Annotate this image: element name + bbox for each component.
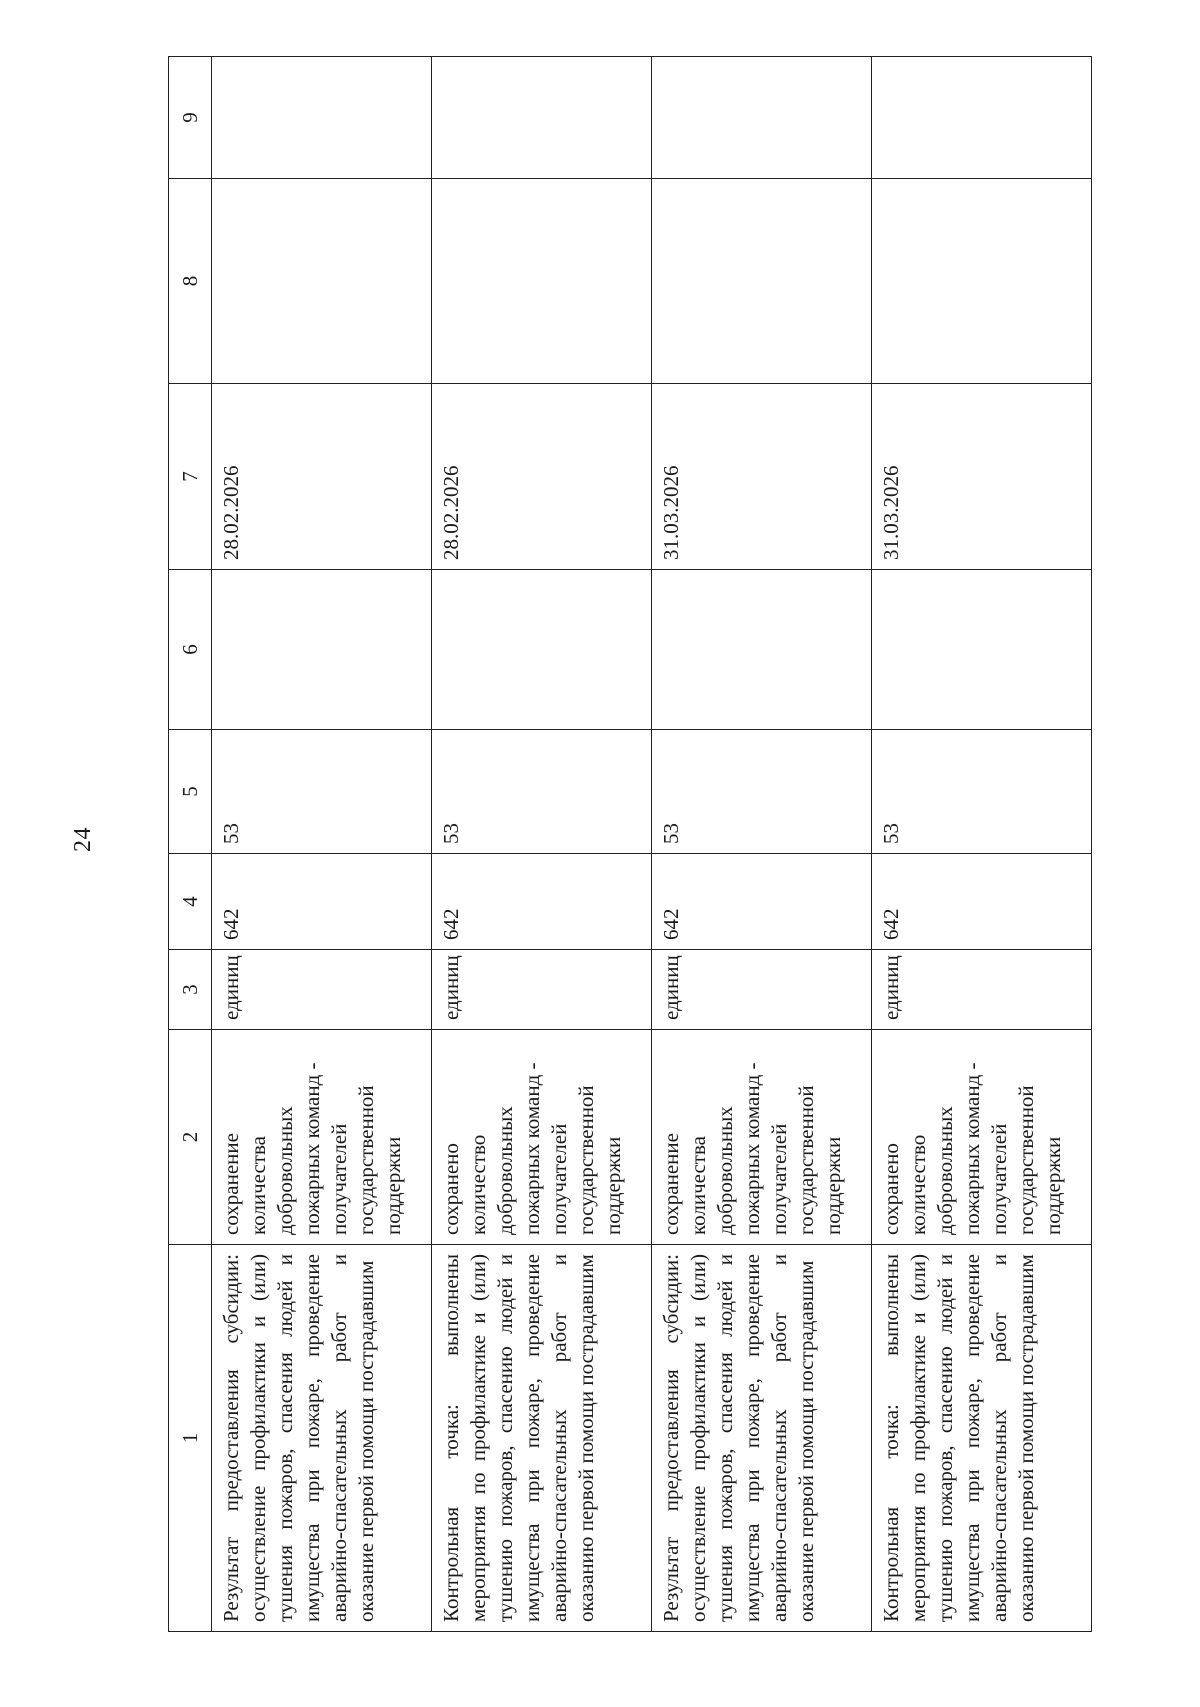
empty-cell	[432, 179, 652, 384]
unit-cell: единиц	[212, 950, 432, 1030]
column-header: 9	[169, 57, 212, 179]
result-description-cell: Результат предоставления субсидии: осуществление профилактики и (или) тушения пожаров, спасения людей и имущества при пожаре, проведение аварийно-спасательных работ и оказание первой помощи пострадавшим	[212, 1245, 432, 1632]
empty-cell	[872, 570, 1092, 730]
unit-cell: единиц	[432, 950, 652, 1030]
column-header: 4	[169, 854, 212, 950]
empty-cell	[652, 57, 872, 179]
value-cell: 53	[432, 730, 652, 854]
column-header: 8	[169, 179, 212, 384]
date-cell: 31.03.2026	[652, 384, 872, 570]
page-number: 24	[70, 827, 96, 852]
date-cell: 28.02.2026	[212, 384, 432, 570]
empty-cell	[432, 57, 652, 179]
rotated-table-frame	[168, 57, 1092, 1632]
indicator-cell: сохранение количества добровольных пожарных команд - получателей государственной поддержки	[652, 1030, 872, 1245]
empty-cell	[432, 570, 652, 730]
table-row	[432, 57, 652, 1632]
empty-cell	[212, 57, 432, 179]
column-header: 7	[169, 384, 212, 570]
empty-cell	[212, 570, 432, 730]
results-table	[168, 56, 1092, 1632]
table-row	[872, 57, 1092, 1632]
date-cell: 31.03.2026	[872, 384, 1092, 570]
column-header: 2	[169, 1030, 212, 1245]
column-header: 3	[169, 950, 212, 1030]
value-cell: 53	[872, 730, 1092, 854]
table-row	[212, 57, 432, 1632]
indicator-cell: сохранено количество добровольных пожарных команд - получателей государственной поддержки	[872, 1030, 1092, 1245]
value-cell: 53	[652, 730, 872, 854]
empty-cell	[212, 179, 432, 384]
unit-code-cell: 642	[872, 854, 1092, 950]
unit-cell: единиц	[872, 950, 1092, 1030]
indicator-cell: сохранено количество добровольных пожарных команд - получателей государственной поддержки	[432, 1030, 652, 1245]
value-cell: 53	[212, 730, 432, 854]
rotated-table-container	[168, 57, 1092, 1632]
table-row	[652, 57, 872, 1632]
result-description-cell: Контрольная точка: выполнены мероприятия по профилактике и (или) тушению пожаров, спасению людей и имущества при пожаре, проведение аварийно-спасательных работ и оказанию первой помощи пострадавшим	[432, 1245, 652, 1632]
column-header: 6	[169, 570, 212, 730]
unit-code-cell: 642	[212, 854, 432, 950]
header-row	[169, 57, 212, 1632]
result-description-cell: Контрольная точка: выполнены мероприятия по профилактике и (или) тушению пожаров, спасению людей и имущества при пожаре, проведение аварийно-спасательных работ и оказанию первой помощи пострадавшим	[872, 1245, 1092, 1632]
date-cell: 28.02.2026	[432, 384, 652, 570]
empty-cell	[652, 570, 872, 730]
unit-cell: единиц	[652, 950, 872, 1030]
empty-cell	[652, 179, 872, 384]
empty-cell	[872, 179, 1092, 384]
indicator-cell: сохранение количества добровольных пожарных команд - получателей государственной поддержки	[212, 1030, 432, 1245]
column-header: 5	[169, 730, 212, 854]
unit-code-cell: 642	[432, 854, 652, 950]
unit-code-cell: 642	[652, 854, 872, 950]
result-description-cell: Результат предоставления субсидии: осуществление профилактики и (или) тушения пожаров, спасения людей и имущества при пожаре, проведение аварийно-спасательных работ и оказание первой помощи пострадавшим	[652, 1245, 872, 1632]
column-header: 1	[169, 1245, 212, 1632]
empty-cell	[872, 57, 1092, 179]
